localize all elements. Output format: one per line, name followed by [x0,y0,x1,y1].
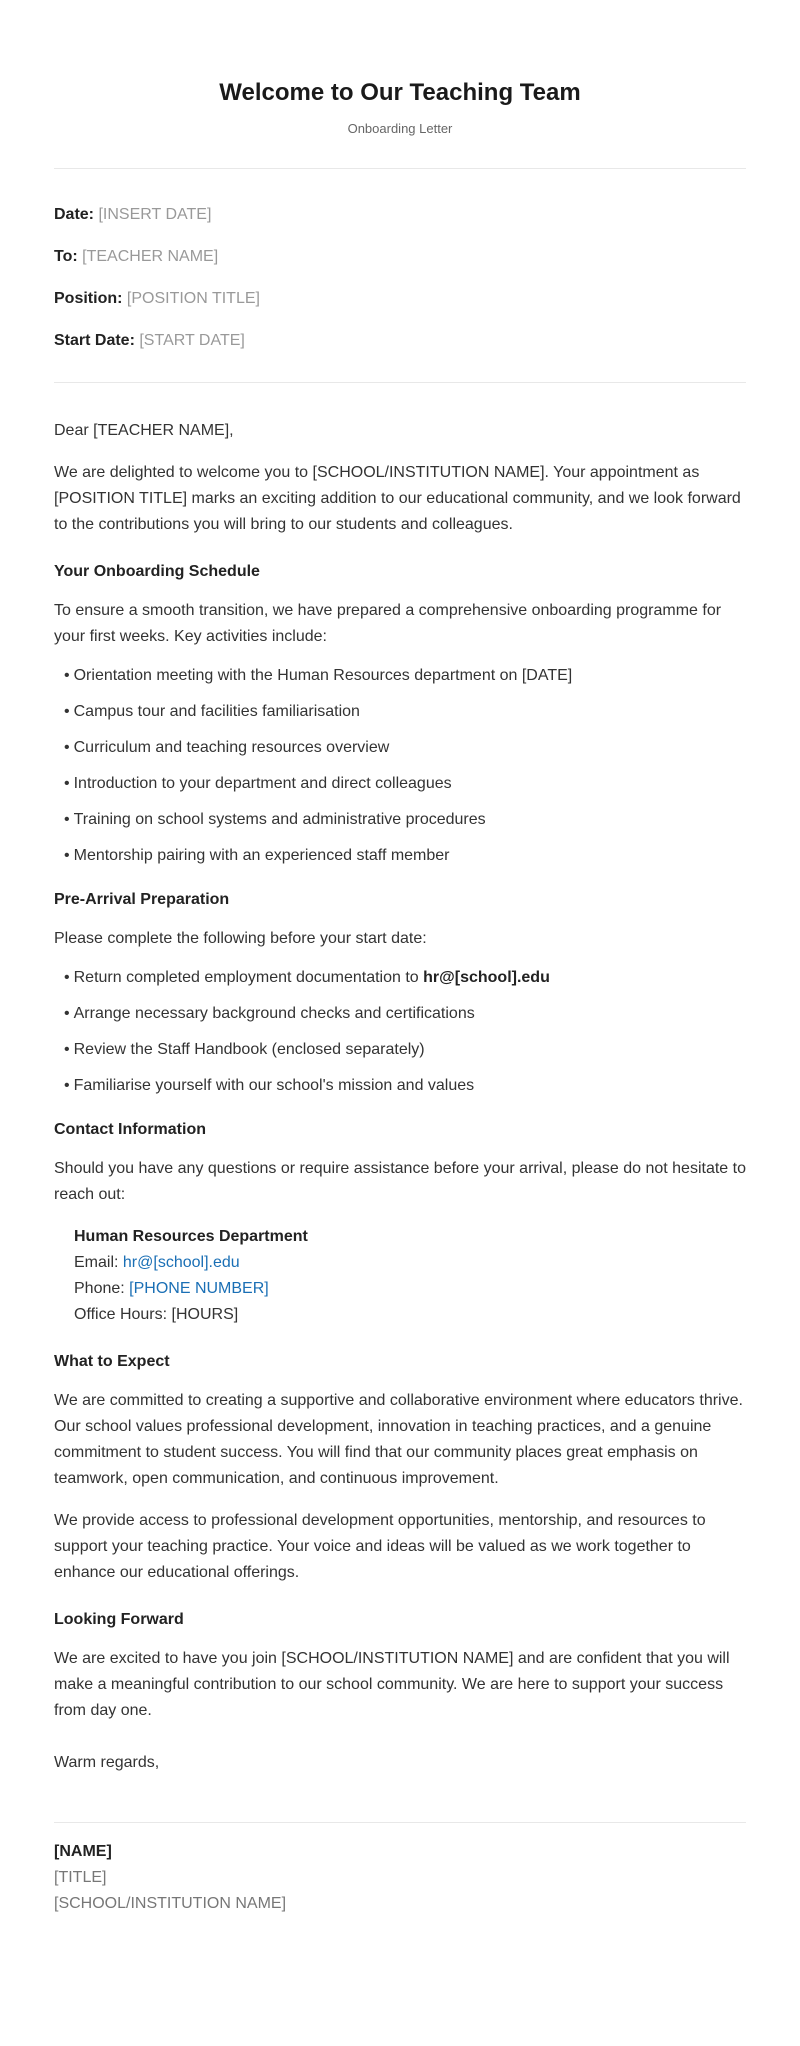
page-subtitle: Onboarding Letter [347,121,453,136]
signature-name: [NAME] [54,1843,112,1860]
contact-phone-link[interactable]: [PHONE NUMBER] [129,1280,269,1297]
list-item: • Orientation meeting with the Human Resources department on [DATE] [64,667,573,684]
meta-position [54,289,746,309]
list-item: • Training on school systems and administrative procedures [64,811,486,828]
contact-hours: Office Hours: [HOURS] [74,1306,239,1323]
meta-value: [START DATE] [139,332,245,349]
contact-block [54,1224,746,1328]
list-item: • Return completed employment documentation to hr@[school].edu [64,969,550,986]
expect-paragraph-1: We are committed to creating a supportive and collaborative environment where educators thrive. Our school values professional development, innovation in teaching practices, and a genuine commitment to student success. You will find that our community places great emphasis on teamwork, open communication, and continuous improvement. [54,1392,743,1487]
meta-label: Date: [54,206,95,223]
contact-intro: Should you have any questions or require assistance before your arrival, please do not hesitate to reach out: [54,1160,746,1203]
list-item: • Review the Staff Handbook (enclosed separately) [64,1041,425,1058]
forward-paragraph: We are excited to have you join [SCHOOL/INSTITUTION NAME] and are confident that you will make a meaningful contribution to our school community. We are here to support your success from day one. [54,1650,730,1719]
list-item: • Campus tour and facilities familiarisation [64,703,360,720]
section-heading-expect: What to Expect [54,1353,170,1370]
contact-email-link[interactable]: hr@[school].edu [122,1254,240,1271]
section-heading-forward: Looking Forward [54,1611,184,1628]
section-heading-contact: Contact Information [54,1121,206,1138]
meta-value: [POSITION TITLE] [126,290,260,307]
meta-label: Position: [54,290,123,307]
closing: Warm regards, [54,1754,160,1771]
meta-value: [INSERT DATE] [98,206,212,223]
meta-label: To: [54,248,78,265]
prearrival-list [54,968,746,1096]
letter-header [54,0,746,169]
meta-to [54,247,746,267]
letter-meta [54,169,746,383]
page-title: Welcome to Our Teaching Team [219,79,581,106]
meta-value: [TEACHER NAME] [82,248,219,265]
section-heading-schedule: Your Onboarding Schedule [54,563,260,580]
meta-label: Start Date: [54,332,135,349]
letter-body [54,383,746,1776]
meta-start-date [54,331,746,351]
signature-title: [TITLE] [54,1869,107,1886]
list-item: • Introduction to your department and direct colleagues [64,775,452,792]
list-item: • Mentorship pairing with an experienced staff member [64,847,450,864]
list-item: • Familiarise yourself with our school's mission and values [64,1077,475,1094]
greeting: Dear [TEACHER NAME], [54,422,234,439]
contact-department: Human Resources Department [74,1228,308,1245]
signature-block [54,1822,746,1917]
list-item: • Curriculum and teaching resources overview [64,739,390,756]
signature-school: [SCHOOL/INSTITUTION NAME] [54,1895,287,1912]
contact-email-row: Email: hr@[school].edu [74,1254,240,1271]
section-heading-prearrival: Pre-Arrival Preparation [54,891,230,908]
list-item: • Arrange necessary background checks and certifications [64,1005,475,1022]
intro-paragraph: We are delighted to welcome you to [SCHOOL/INSTITUTION NAME]. Your appointment as [POSITION TITLE] marks an exciting addition to our educational community, and we look forward to the contributions you will bring to our students and colleagues. [54,464,741,533]
contact-phone-row: Phone: [PHONE NUMBER] [74,1280,269,1297]
schedule-list [54,666,746,866]
meta-date [54,205,746,225]
expect-paragraph-2: We provide access to professional development opportunities, mentorship, and resources to support your teaching practice. Your voice and ideas will be valued as we work together to enhance our educational offerings. [54,1512,706,1581]
schedule-intro: To ensure a smooth transition, we have prepared a comprehensive onboarding programme for your first weeks. Key activities include: [54,602,722,645]
hr-email-strong: hr@[school].edu [423,969,550,986]
prearrival-intro: Please complete the following before your start date: [54,930,427,947]
